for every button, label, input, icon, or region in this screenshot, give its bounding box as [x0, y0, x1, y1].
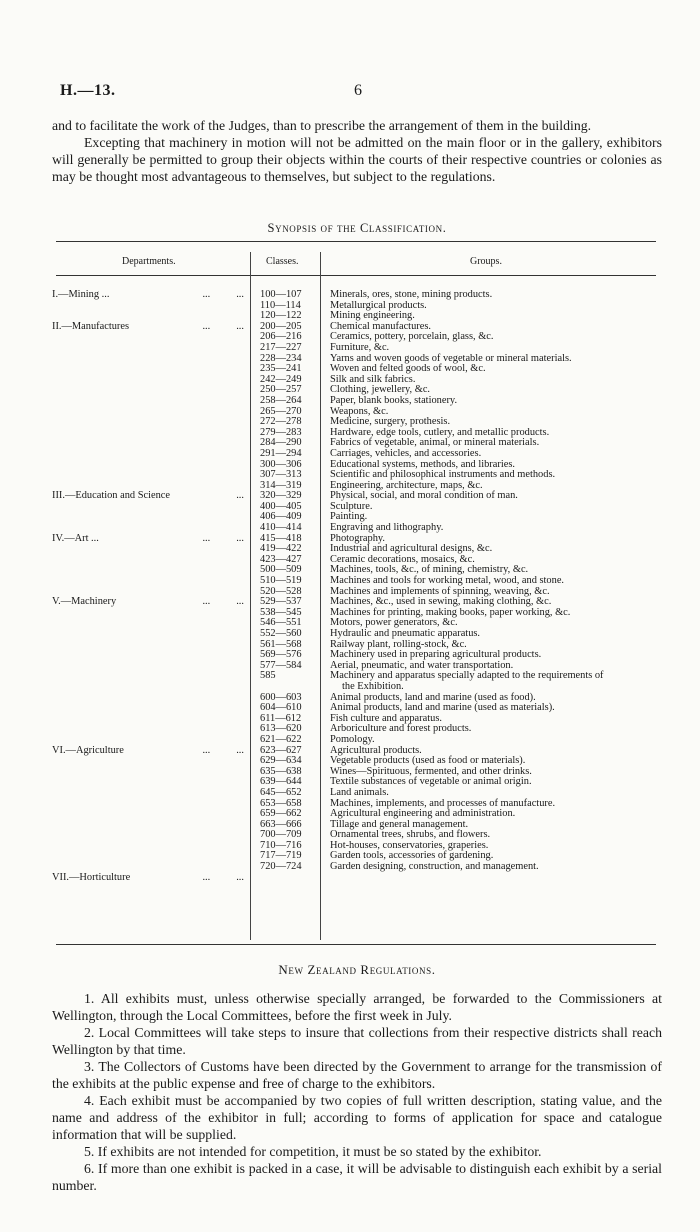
group-text: Hot-houses, conservatories, graperies.	[330, 839, 489, 851]
group-description	[330, 862, 664, 873]
class-range: 279—283	[260, 426, 302, 438]
class-range: 720—724	[260, 861, 302, 873]
group-text: Textile substances of vegetable or animal origin.	[330, 776, 532, 788]
regulation-item: 2. Local Committees will take steps to insure that collections from their respective districts shall reach Wellington by that time.	[52, 1025, 662, 1057]
leader-dots: ... ...	[202, 532, 244, 544]
regulation-item: 4. Each exhibit must be accompanied by two copies of full written description, stating value, and the name and address of the exhibitor in full; according to forms of application for space and catalogue information that will be supplied.	[52, 1093, 662, 1142]
table-row	[52, 862, 664, 873]
group-text: Photography.	[330, 532, 386, 544]
class-range: 406—409	[260, 511, 302, 523]
group-text: Scientific and philosophical instruments and methods.	[330, 469, 556, 481]
department-label: VII.—Horticulture	[52, 871, 131, 883]
class-range: 552—560	[260, 628, 302, 639]
group-text: Sculpture.	[330, 500, 373, 512]
leader-dots: ... ...	[202, 871, 244, 883]
group-text: Machinery and apparatus specially adapted to the requirements of	[330, 670, 604, 682]
department-label: III.—Education and Science	[52, 490, 171, 502]
header-departments: Departments.	[122, 256, 176, 267]
class-range: 265—270	[260, 405, 302, 417]
group-text: Furniture, &c.	[330, 341, 390, 353]
group-text: Hydraulic and pneumatic apparatus.	[330, 628, 481, 639]
regulation-item: 5. If exhibits are not intended for competition, it must be so stated by the exhibitor.	[84, 1144, 542, 1159]
group-text: Ceramics, pottery, porcelain, glass, &c.	[330, 331, 494, 343]
class-range: 110—114	[260, 299, 301, 311]
intro-paragraph-2: Excepting that machinery in motion will not be admitted on the main floor or in the gallery, exhibitors will generally be permitted to group their objects within the courts of their respective countries or colonies as may be thought most advantageous to themselves, but subject to the regulations.	[52, 135, 662, 184]
class-range: 314—319	[260, 479, 302, 491]
class-range: 600—603	[260, 691, 302, 703]
regulation-item: 3. The Collectors of Customs have been directed by the Government to arrange for the transmission of the exhibits at the public expense and free of charge to the exhibitors.	[52, 1059, 662, 1091]
group-text: Machinery used in preparing agricultural products.	[330, 649, 542, 661]
group-text: Machines and implements of spinning, weaving, &c.	[330, 585, 550, 597]
class-range: 577—584	[260, 659, 302, 671]
class-range: 569—576	[260, 649, 302, 661]
group-text: Fabrics of vegetable, animal, or mineral materials.	[330, 437, 540, 449]
class-range: 645—652	[260, 786, 302, 798]
class-range: 291—294	[260, 447, 302, 459]
group-text: Painting.	[330, 511, 368, 523]
group-text: Hardware, edge tools, cutlery, and metallic products.	[330, 426, 550, 438]
class-range: 585	[260, 670, 276, 682]
class-range: 400—405	[260, 500, 302, 512]
group-text: Agricultural engineering and administration.	[330, 808, 516, 820]
table-header-rule	[56, 275, 656, 276]
classification-table	[52, 289, 664, 883]
class-range: 235—241	[260, 363, 302, 375]
class-range: 611—612	[260, 712, 302, 724]
group-text: Fish culture and apparatus.	[330, 712, 442, 724]
group-text: Medicine, surgery, prothesis.	[330, 416, 451, 428]
class-range: 520—528	[260, 585, 302, 597]
class-range: 120—122	[260, 310, 302, 322]
group-text: Weapons, &c.	[330, 405, 389, 417]
class-range: 423—427	[260, 553, 302, 565]
leader-dots: ... ...	[202, 744, 244, 756]
group-text: Industrial and agricultural designs, &c.	[330, 543, 493, 555]
department-label: I.—Mining ...	[52, 289, 110, 300]
class-range: 710—716	[260, 839, 302, 851]
group-text: Mining engineering.	[330, 310, 415, 322]
group-text: Garden designing, construction, and management.	[330, 861, 539, 873]
leader-dots: ... ...	[202, 289, 244, 300]
group-text: Metallurgical products.	[330, 299, 427, 311]
table-row	[52, 671, 664, 692]
class-range: 639—644	[260, 776, 302, 788]
header-groups: Groups.	[470, 256, 502, 267]
class-range: 717—719	[260, 850, 302, 862]
group-text: Ornamental trees, shrubs, and flowers.	[330, 829, 491, 841]
group-text: Garden tools, accessories of gardening.	[330, 850, 494, 862]
header-classes: Classes.	[266, 256, 299, 267]
class-range: 623—627	[260, 744, 302, 756]
class-range: 200—205	[260, 320, 302, 332]
group-description	[330, 671, 664, 692]
group-text: Engraving and lithography.	[330, 522, 444, 534]
class-range: 700—709	[260, 829, 302, 841]
class-range: 419—422	[260, 543, 302, 555]
class-range: 659—662	[260, 808, 302, 820]
group-text: Paper, blank books, stationery.	[330, 394, 458, 406]
group-text: Yarns and woven goods of vegetable or mineral materials.	[330, 352, 572, 364]
class-range: 529—537	[260, 596, 302, 608]
table-top-rule	[56, 241, 656, 242]
class-range: 250—257	[260, 384, 302, 396]
table-bottom-rule	[56, 944, 656, 945]
group-text: Animal products, land and marine (used as food).	[330, 691, 536, 703]
class-range: 242—249	[260, 373, 302, 385]
group-text: Animal products, land and marine (used as materials).	[330, 702, 555, 714]
nz-regulations-heading: New Zealand Regulations.	[278, 962, 436, 977]
regulation-item: 1. All exhibits must, unless otherwise specially arranged, be forwarded to the Commissioners at Wellington, through the Local Committees, before the first week in July.	[52, 991, 662, 1023]
class-range: 613—620	[260, 723, 302, 735]
group-text: Machines for printing, making books, paper working, &c.	[330, 606, 571, 618]
group-text: Machines, tools, &c., of mining, chemistry, &c.	[330, 564, 529, 576]
regulation-item: 6. If more than one exhibit is packed in a case, it will be advisable to distinguish each exhibit by a serial number.	[52, 1161, 662, 1193]
group-text: Engineering, architecture, maps, &c.	[330, 479, 483, 491]
leader-dots: ...	[236, 490, 244, 502]
class-range: 629—634	[260, 755, 302, 767]
leader-dots: ... ...	[202, 596, 244, 608]
class-range: 217—227	[260, 341, 302, 353]
group-text: Motors, power generators, &c.	[330, 617, 458, 629]
class-range: 538—545	[260, 606, 302, 618]
leader-dots: ... ...	[202, 320, 244, 332]
group-description	[330, 491, 664, 502]
intro-paragraph-1: and to facilitate the work of the Judges, than to prescribe the arrangement of them in the building.	[52, 118, 592, 133]
group-text: Wines—Spirituous, fermented, and other drinks.	[330, 765, 532, 777]
group-text: Physical, social, and moral condition of man.	[330, 490, 518, 502]
class-range: 284—290	[260, 437, 302, 449]
class-range: 653—658	[260, 797, 302, 809]
class-range: 510—519	[260, 575, 302, 587]
department-label: V.—Machinery	[52, 596, 117, 608]
group-text: Carriages, vehicles, and accessories.	[330, 447, 482, 459]
department-label: II.—Manufactures	[52, 320, 130, 332]
group-text: Agricultural products.	[330, 744, 422, 756]
group-text: Vegetable products (used as food or materials).	[330, 755, 526, 767]
group-text: Railway plant, rolling-stock, &c.	[330, 638, 467, 650]
page-header	[60, 82, 656, 102]
group-text: Machines and tools for working metal, wood, and stone.	[330, 575, 565, 587]
group-text: Aerial, pneumatic, and water transportation.	[330, 659, 514, 671]
class-range: 635—638	[260, 765, 302, 777]
group-text: Clothing, jewellery, &c.	[330, 384, 431, 396]
class-range: 320—329	[260, 490, 302, 502]
class-range: 272—278	[260, 416, 302, 428]
group-text: Chemical manufactures.	[330, 320, 431, 332]
group-text: Pomology.	[330, 733, 375, 745]
group-text: Land animals.	[330, 786, 389, 798]
class-range: 300—306	[260, 458, 302, 470]
class-range: 604—610	[260, 702, 302, 714]
group-text: Machines, &c., used in sewing, making clothing, &c.	[330, 596, 552, 608]
document-code: H.—13.	[60, 82, 116, 99]
class-range: 663—666	[260, 818, 302, 830]
page-number: 6	[354, 82, 362, 99]
intro-text	[52, 117, 662, 185]
group-text: Silk and silk fabrics.	[330, 373, 416, 385]
regulations-list	[52, 990, 662, 1194]
group-description	[330, 502, 664, 513]
group-text: Woven and felted goods of wool, &c.	[330, 363, 486, 375]
department-label: VI.—Agriculture	[52, 744, 124, 756]
group-text: Minerals, ores, stone, mining products.	[330, 289, 493, 300]
class-range: 500—509	[260, 564, 302, 576]
group-text: Arboriculture and forest products.	[330, 723, 472, 735]
department-label: IV.—Art ...	[52, 532, 99, 544]
class-range: 561—568	[260, 638, 302, 650]
group-text: Machines, implements, and processes of manufacture.	[330, 797, 556, 809]
class-range: 228—234	[260, 352, 302, 364]
group-description	[330, 724, 664, 735]
class-range: 410—414	[260, 522, 302, 534]
class-range: 415—418	[260, 532, 302, 544]
class-range: 206—216	[260, 331, 302, 343]
class-range: 258—264	[260, 394, 302, 406]
group-text-continued: the Exhibition.	[342, 680, 404, 692]
class-range: 100—107	[260, 289, 302, 300]
class-range: 546—551	[260, 617, 302, 629]
group-text: Ceramic decorations, mosaics, &c.	[330, 553, 475, 565]
class-range: 307—313	[260, 469, 302, 481]
class-range: 621—622	[260, 733, 302, 745]
synopsis-heading: Synopsis of the Classification.	[267, 221, 447, 235]
group-text: Educational systems, methods, and libraries.	[330, 458, 515, 470]
group-text: Tillage and general management.	[330, 818, 469, 830]
